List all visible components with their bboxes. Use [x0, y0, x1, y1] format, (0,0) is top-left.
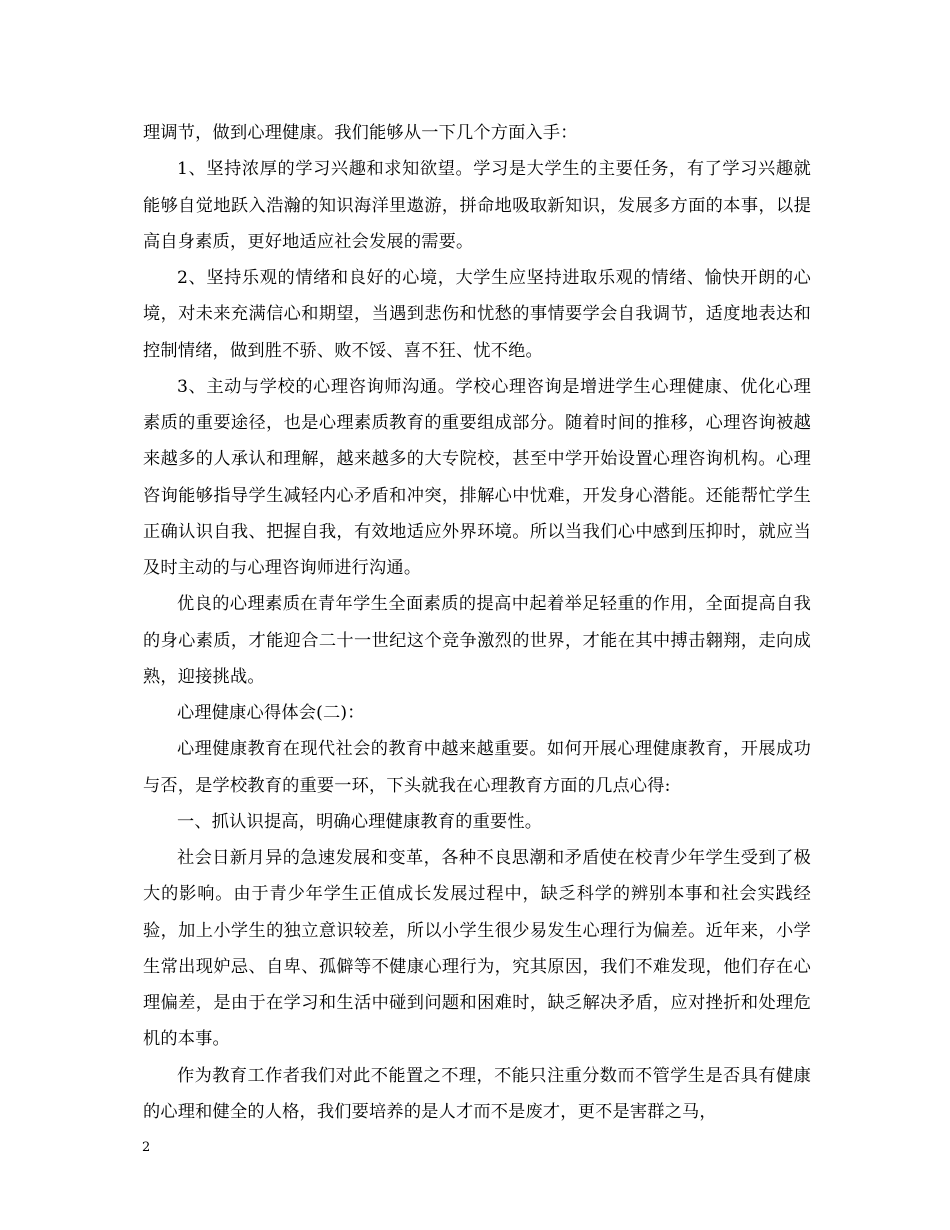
paragraph: 作为教育工作者我们对此不能置之不理，不能只注重分数而不管学生是否具有健康的心理和健全的人格，我们要培养的是人才而不是废才，更不是害群之马， [143, 1065, 811, 1122]
paragraph: 一、抓认识提高，明确心理健康教育的重要性。 [177, 811, 543, 832]
section-heading: 心理健康心得体会(二)： [177, 703, 365, 723]
paragraph: 3、主动与学校的心理咨询师沟通。学校心理咨询是增进学生心理健康、优化心理素质的重要途径，也是心理素质教育的重要组成部分。随着时间的推移，心理咨询被越来越多的人承认和理解，越来越多的大专院校，甚至中学开始设置心理咨询机构。心理咨询能够指导学生减轻内心矛盾和冲突，排解心中忧难，开发身心潜能。还能帮忙学生正确认识自我、把握自我，有效地适应外界环境。所以当我们心中感到压抑时，就应当及时主动的与心理咨询师进行沟通。 [143, 376, 811, 578]
page-number: 2 [142, 1140, 151, 1155]
paragraph: 心理健康教育在现代社会的教育中越来越重要。如何开展心理健康教育，开展成功与否，是学校教育的重要一环，下头就我在心理教育方面的几点心得: [143, 739, 811, 796]
paragraph: 2、坚持乐观的情绪和良好的心境，大学生应坚持进取乐观的情绪、愉快开朗的心境，对未来充满信心和期望，当遇到悲伤和忧愁的事情要学会自我调节，适度地表达和控制情绪，做到胜不骄、败不馁、喜不狂、忧不绝。 [143, 268, 811, 361]
paragraph: 1、坚持浓厚的学习兴趣和求知欲望。学习是大学生的主要任务，有了学习兴趣就能够自觉地跃入浩瀚的知识海洋里遨游，拼命地吸取新知识，发展多方面的本事，以提高自身素质，更好地适应社会发展的需要。 [143, 159, 811, 252]
paragraph: 理调节，做到心理健康。我们能够从一下几个方面入手： [143, 123, 578, 143]
body-text [143, 115, 811, 1130]
paragraph: 社会日新月异的急速发展和变革，各种不良思潮和矛盾使在校青少年学生受到了极大的影响。由于青少年学生正值成长发展过程中，缺乏科学的辨别本事和社会实践经验，加上小学生的独立意识较差，所以小学生很少易发生心理行为偏差。近年来，小学生常出现妒忌、自卑、孤僻等不健康心理行为，究其原因，我们不难发现，他们存在心理偏差，是由于在学习和生活中碰到问题和困难时，缺乏解决矛盾，应对挫折和处理危机的本事。 [143, 848, 811, 1050]
paragraph: 优良的心理素质在青年学生全面素质的提高中起着举足轻重的作用，全面提高自我的身心素质，才能迎合二十一世纪这个竞争激烈的世界，才能在其中搏击翱翔，走向成熟，迎接挑战。 [143, 594, 811, 687]
